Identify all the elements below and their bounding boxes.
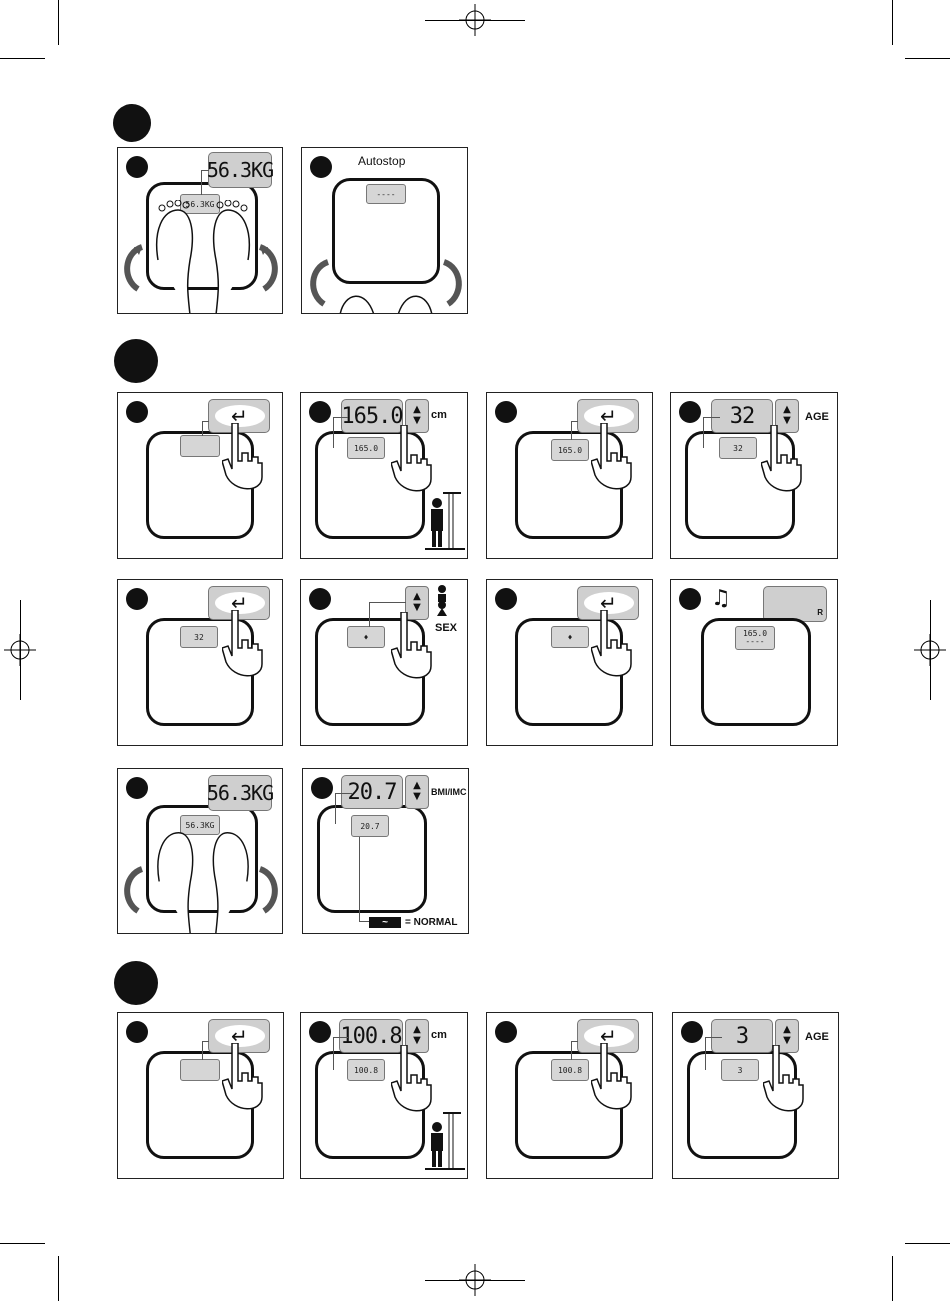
step-marker bbox=[126, 401, 148, 423]
pointing-hand-icon bbox=[222, 610, 272, 685]
step-marker bbox=[495, 1021, 517, 1043]
normal-symbol: ~ bbox=[369, 917, 401, 928]
step-panel-child-height bbox=[300, 1012, 468, 1179]
step-panel-confirm-child-height bbox=[486, 1012, 653, 1179]
leader-line bbox=[571, 1041, 578, 1060]
section-marker bbox=[113, 104, 151, 142]
step-marker bbox=[309, 401, 331, 423]
scale-display: 3 bbox=[721, 1059, 759, 1081]
scale-display: 32 bbox=[180, 626, 218, 648]
step-panel-weigh-again bbox=[117, 768, 283, 934]
curved-arrow-icon bbox=[256, 243, 282, 293]
scale-display bbox=[180, 435, 220, 457]
leader-line bbox=[703, 417, 720, 448]
enter-arrow-icon: ↵ bbox=[231, 591, 248, 615]
crop-mark bbox=[58, 1256, 59, 1301]
pointing-hand-icon bbox=[222, 423, 272, 498]
height-display: 165.0 bbox=[341, 399, 403, 433]
scale-display: 56.3KG bbox=[180, 194, 220, 214]
normal-label: = NORMAL bbox=[405, 917, 458, 928]
person-height-icon bbox=[425, 1109, 465, 1171]
scale-display: 165.0 bbox=[551, 439, 589, 461]
step-panel-confirm-age bbox=[117, 579, 283, 746]
step-marker bbox=[126, 156, 148, 178]
section-marker bbox=[114, 961, 158, 1005]
step-marker bbox=[126, 1021, 148, 1043]
scale-display: ---- bbox=[366, 184, 406, 204]
bare-feet-icon bbox=[148, 200, 258, 314]
section-marker bbox=[114, 339, 158, 383]
height-unit: cm bbox=[431, 409, 447, 421]
crop-mark bbox=[0, 58, 45, 59]
scale-display: ♦ bbox=[347, 626, 385, 648]
scale-display: 20.7 bbox=[351, 815, 389, 837]
pointing-hand-icon bbox=[763, 1045, 813, 1120]
result-display bbox=[763, 586, 827, 622]
step-marker bbox=[126, 777, 148, 799]
pointing-hand-icon bbox=[761, 425, 811, 500]
age-display: 32 bbox=[711, 399, 773, 433]
curved-arrow-icon bbox=[440, 258, 466, 308]
up-down-arrows-icon[interactable]: ▲ ▼ bbox=[405, 586, 429, 620]
age-display: 3 bbox=[711, 1019, 773, 1053]
scale-display bbox=[180, 1059, 220, 1081]
up-down-arrows-icon[interactable]: ▲ ▼ bbox=[775, 399, 799, 433]
step-marker bbox=[311, 777, 333, 799]
curved-arrow-icon bbox=[120, 865, 146, 915]
crop-mark bbox=[905, 1243, 950, 1244]
scale-display: 100.8 bbox=[551, 1059, 589, 1081]
step-marker bbox=[495, 401, 517, 423]
bare-feet-icon bbox=[148, 823, 258, 934]
leader-line bbox=[201, 170, 209, 195]
up-down-arrows-icon[interactable]: ▲ ▼ bbox=[405, 399, 429, 433]
scale-display: 32 bbox=[719, 437, 757, 459]
height-unit: cm bbox=[431, 1029, 447, 1041]
leader-line bbox=[359, 837, 372, 922]
step-panel-enter-child bbox=[117, 1012, 284, 1179]
enter-arrow-icon: ↵ bbox=[231, 404, 248, 428]
step-marker bbox=[679, 401, 701, 423]
step-marker bbox=[309, 588, 331, 610]
sex-label: SEX bbox=[435, 622, 458, 634]
scale-display: 56.3KG bbox=[180, 815, 220, 835]
pointing-hand-icon bbox=[591, 610, 641, 685]
up-down-arrows-icon[interactable]: ▲ ▼ bbox=[775, 1019, 799, 1053]
crop-mark bbox=[905, 58, 950, 59]
bmi-display: 20.7 bbox=[341, 775, 403, 809]
normal-legend bbox=[369, 917, 458, 928]
scale-display: ♦ bbox=[551, 626, 589, 648]
crop-mark bbox=[425, 20, 525, 21]
scale-display: 100.8 bbox=[347, 1059, 385, 1081]
height-display: 100.8 bbox=[339, 1019, 403, 1053]
weight-display: 56.3KG bbox=[208, 152, 272, 188]
curved-arrow-icon bbox=[120, 243, 146, 293]
step-marker bbox=[126, 588, 148, 610]
weight-display: 56.3KG bbox=[208, 775, 272, 811]
enter-arrow-icon: ↵ bbox=[600, 591, 617, 615]
enter-arrow-icon: ↵ bbox=[600, 1024, 617, 1048]
music-note-icon: ♫ bbox=[711, 586, 731, 611]
leader-line bbox=[333, 1037, 348, 1070]
step-marker bbox=[681, 1021, 703, 1043]
person-height-icon bbox=[425, 489, 465, 551]
crop-mark bbox=[20, 600, 21, 700]
pointing-hand-icon bbox=[391, 612, 441, 687]
leader-line bbox=[705, 1037, 722, 1070]
age-unit: AGE bbox=[805, 411, 829, 423]
enter-arrow-icon: ↵ bbox=[600, 404, 617, 428]
autostop-label: Autostop bbox=[358, 154, 406, 168]
crop-mark bbox=[892, 1256, 893, 1301]
up-down-arrows-icon[interactable]: ▲ ▼ bbox=[405, 775, 429, 809]
scale-display: 165.0 bbox=[347, 437, 385, 459]
pointing-hand-icon bbox=[591, 423, 641, 498]
enter-arrow-icon: ↵ bbox=[231, 1024, 248, 1048]
curved-arrow-icon bbox=[256, 865, 282, 915]
crop-mark bbox=[0, 1243, 45, 1244]
crop-mark bbox=[425, 1280, 525, 1281]
step-panel-autostop bbox=[301, 147, 468, 314]
crop-mark bbox=[892, 0, 893, 45]
step-panel-confirm-height bbox=[486, 392, 653, 559]
step-panel-result bbox=[670, 579, 838, 746]
step-marker bbox=[309, 1021, 331, 1043]
step-panel-confirm-sex bbox=[486, 579, 653, 746]
step-panel-weigh bbox=[117, 147, 283, 314]
step-panel-height bbox=[300, 392, 468, 559]
step-panel-age bbox=[670, 392, 838, 559]
leader-line bbox=[202, 421, 209, 436]
leader-line bbox=[571, 421, 578, 440]
result-r-letter: R bbox=[817, 608, 822, 617]
step-panel-child-age bbox=[672, 1012, 839, 1179]
curved-arrow-icon bbox=[306, 258, 332, 308]
scale-display bbox=[735, 626, 775, 650]
pointing-hand-icon bbox=[591, 1043, 641, 1118]
bmi-unit: BMI/IMC bbox=[431, 787, 467, 797]
age-unit: AGE bbox=[805, 1031, 829, 1043]
leader-line bbox=[202, 1041, 209, 1060]
step-panel-sex bbox=[300, 579, 468, 746]
step-marker bbox=[679, 588, 701, 610]
step-marker bbox=[495, 588, 517, 610]
pointing-hand-icon bbox=[222, 1043, 272, 1118]
crop-mark bbox=[58, 0, 59, 45]
result-dashes: ---- bbox=[745, 637, 765, 646]
step-panel-enter bbox=[117, 392, 283, 559]
leader-line bbox=[335, 793, 352, 824]
up-down-arrows-icon[interactable]: ▲ ▼ bbox=[405, 1019, 429, 1053]
crop-mark bbox=[930, 600, 931, 700]
bare-feet-icon bbox=[336, 284, 436, 314]
step-panel-bmi bbox=[302, 768, 469, 934]
result-height-value: 165.0 bbox=[742, 629, 768, 638]
step-marker bbox=[310, 156, 332, 178]
leader-line bbox=[333, 417, 348, 448]
